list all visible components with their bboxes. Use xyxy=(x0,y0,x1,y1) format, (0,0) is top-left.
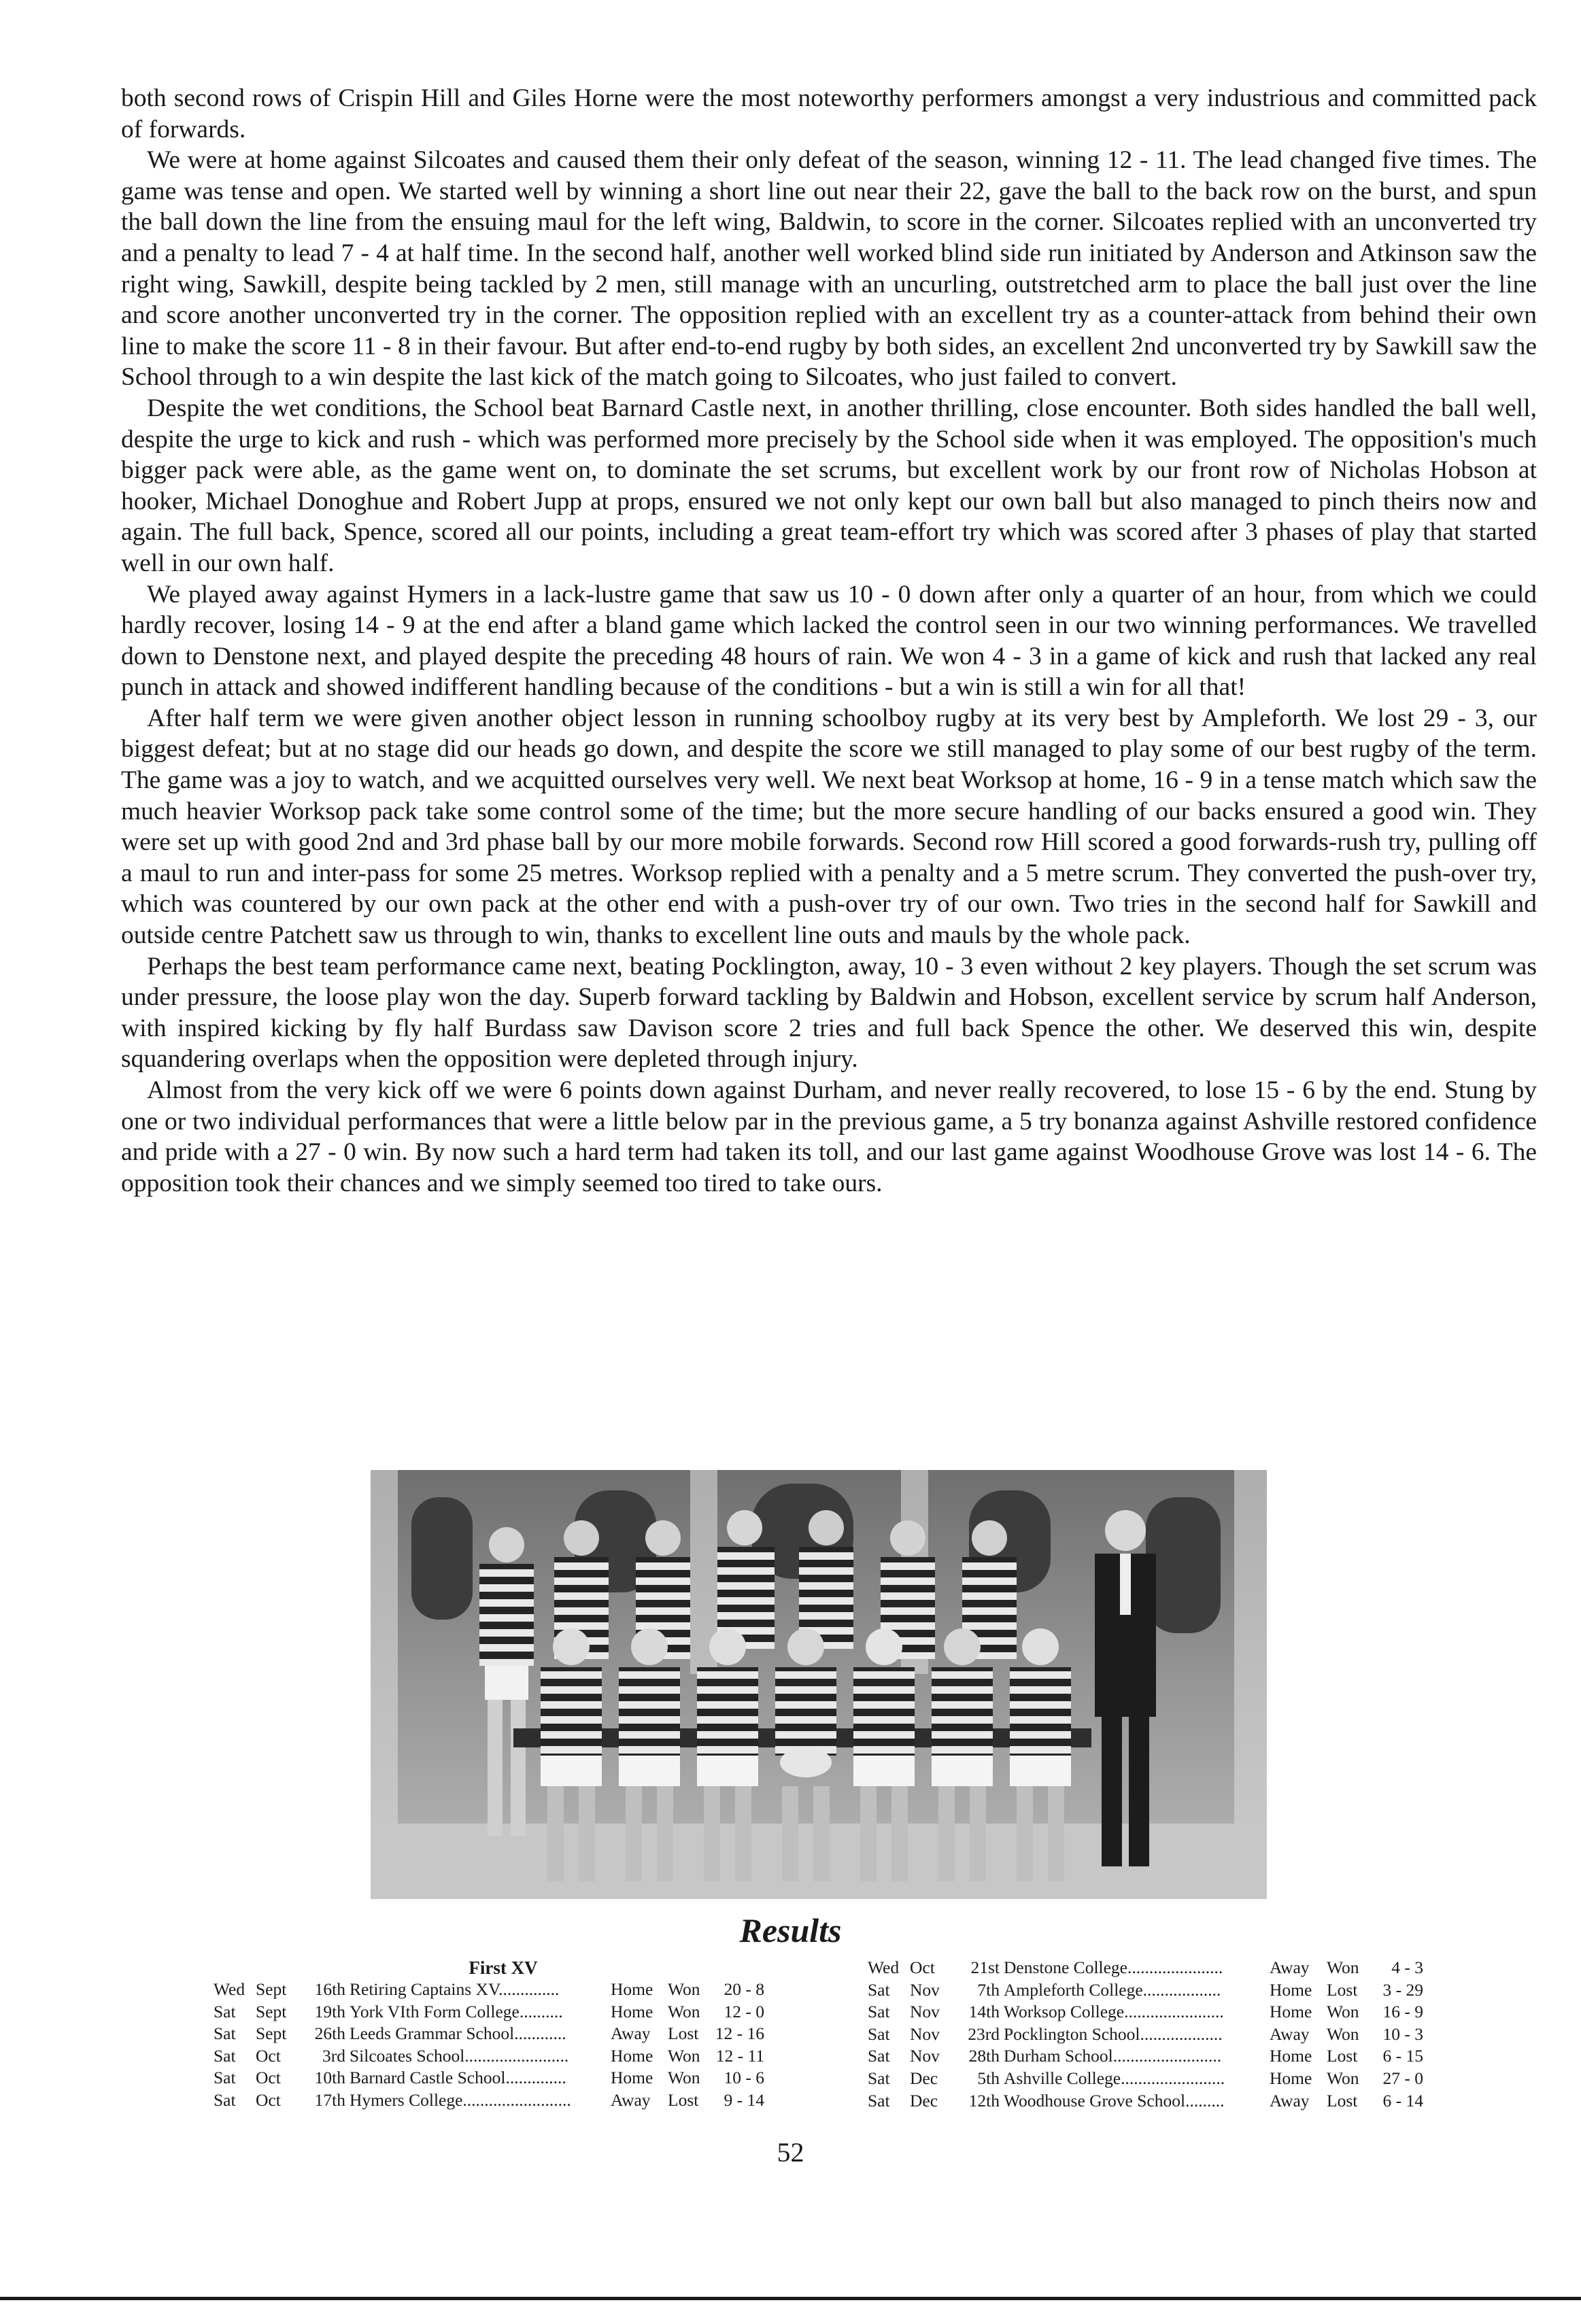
result-outcome: Lost xyxy=(668,2089,699,2110)
result-opponent: Retiring Captains XV.............. xyxy=(350,1979,560,1999)
result-score: 12 - 0 xyxy=(724,2001,764,2021)
result-row xyxy=(868,1979,1427,2002)
result-opponent: Barnard Castle School.............. xyxy=(350,2068,566,2088)
result-venue: Home xyxy=(611,2068,653,2088)
result-date: 10th xyxy=(314,2068,345,2088)
result-outcome: Won xyxy=(1327,2002,1359,2022)
result-venue: Away xyxy=(611,2089,651,2110)
result-outcome: Won xyxy=(668,2001,700,2021)
result-score: 6 - 15 xyxy=(1382,2046,1423,2066)
paragraph: Despite the wet conditions, the School beat Barnard Castle next, in another thrilling, close encounter. Both sides handled the ball well, despite the urge to kick and rush - which was performed more precisely by the School side when it was employed. The opposition's much bigger pack were able, as the game went on, to dominate the set scrums, but excellent work by our front row of Nicholas Hobson at hooker, Michael Donoghue and Robert Jupp at props, ensured we not only kept our own ball but also managed to pinch theirs now and again. The full back, Spence, scored all our points, including a great team-effort try which was scored after 3 phases of play that started well in our own half. xyxy=(121,394,1537,577)
results-table-right xyxy=(868,1957,1427,2112)
result-date: 23rd xyxy=(968,2023,1000,2044)
result-opponent: Worksop College....................... xyxy=(1004,2002,1224,2022)
paragraph: both second rows of Crispin Hill and Giles Horne were the most noteworthy performers amongst a very industrious and committed pack of forwards. xyxy=(121,84,1537,143)
result-row xyxy=(868,2023,1427,2046)
result-score: 20 - 8 xyxy=(724,1979,764,1999)
result-day: Wed xyxy=(214,1979,245,1999)
page-number: 52 xyxy=(777,2137,804,2168)
result-row xyxy=(214,2089,768,2112)
result-day: Sat xyxy=(868,2090,890,2111)
result-opponent: Ampleforth College.................. xyxy=(1004,1979,1221,2000)
result-day: Sat xyxy=(214,2068,236,2088)
result-opponent: Ashville College........................ xyxy=(1004,2068,1225,2088)
result-date: 19th xyxy=(314,2001,345,2021)
paragraph: After half term we were given another object lesson in running schoolboy rugby at its very best by Ampleforth. We lost 29 - 3, our biggest defeat; but at no stage did our heads go down, and despite the score we still managed to play some of our best rugby of the term. The game was a joy to watch, and we acquitted ourselves very well. We next beat Worksop at home, 16 - 9 in a tense match which saw the much heavier Worksop pack take some control some of the time; but the more secure handling of our backs ensured a good win. They were set up with good 2nd and 3rd phase ball by our more mobile forwards. Second row Hill scored a good forwards-rush try, pulling off a maul to run and inter-pass for some 25 metres. Worksop replied with a penalty and a 5 metre scrum. They converted the push-over try, which was countered by our own pack at the other end with a push-over try of our own. Two tries in the second half for Sawkill and outside centre Patchett saw us through to win, thanks to excellent line outs and mauls by the whole pack. xyxy=(121,704,1537,950)
result-day: Sat xyxy=(214,2089,236,2110)
result-month: Nov xyxy=(910,2023,940,2044)
result-opponent: York VIth Form College.......... xyxy=(350,2001,563,2021)
result-row xyxy=(868,1957,1427,1979)
result-date: 7th xyxy=(977,1979,1000,2000)
result-opponent: Hymers College......................... xyxy=(350,2089,571,2110)
article-body xyxy=(121,83,1537,1199)
result-row xyxy=(868,2045,1427,2068)
result-venue: Home xyxy=(1270,2046,1312,2066)
paragraph: We played away against Hymers in a lack-lustre game that saw us 10 - 0 down after only a quarter of an hour, from which we could hardly recover, losing 14 - 9 at the end after a bland game which lacked the control seen in our two winning performances. We travelled down to Denstone next, and played despite the preceding 48 hours of rain. We won 4 - 3 in a game of kick and rush that lacked any real punch in attack and showed indifferent handling because of the conditions - but a win is still a win for all that! xyxy=(121,580,1537,702)
paragraph: We were at home against Silcoates and caused them their only defeat of the season, winning 12 - 11. The lead changed five times. The game was tense and open. We started well by winning a short line out near their 22, gave the ball to the back row on the burst, and spun the ball down the line from the ensuing maul for the left wing, Baldwin, to score in the corner. Silcoates replied with an unconverted try and a penalty to lead 7 - 4 at half time. In the second half, another well worked blind side run initiated by Anderson and Atkinson saw the right wing, Sawkill, despite being tackled by 2 men, still manage with an uncurling, outstretched arm to place the ball just over the line and score another unconverted try in the corner. The opposition replied with an excellent try as a counter-attack from behind their own line to make the score 11 - 8 in their favour. But after end-to-end rugby by both sides, an excellent 2nd unconverted try by Sawkill saw the School through to a win despite the last kick of the match going to Silcoates, who just failed to convert. xyxy=(121,146,1537,392)
paragraph: Almost from the very kick off we were 6 points down against Durham, and never really recovered, to lose 15 - 6 by the end. Stung by one or two individual performances that were a little below par in the previous game, a 5 try bonanza against Ashville restored confidence and pride with a 27 - 0 win. By now such a hard term had taken its toll, and our last game against Woodhouse Grove was lost 14 - 6. The opposition took their chances and we simply seemed too tired to take ours. xyxy=(121,1076,1537,1197)
result-row xyxy=(214,2067,768,2089)
result-row xyxy=(214,2001,768,2023)
result-month: Nov xyxy=(910,2046,940,2066)
result-outcome: Lost xyxy=(1327,1979,1358,2000)
result-date: 16th xyxy=(314,1979,345,1999)
result-outcome: Won xyxy=(668,2068,700,2088)
result-outcome: Won xyxy=(668,1979,700,1999)
results-table-left xyxy=(214,1979,768,2112)
result-month: Dec xyxy=(910,2068,938,2088)
result-score: 6 - 14 xyxy=(1382,2090,1423,2111)
result-venue: Home xyxy=(1270,1979,1312,2000)
result-venue: Away xyxy=(1270,2090,1310,2111)
result-outcome: Won xyxy=(1327,2068,1359,2088)
result-outcome: Won xyxy=(1327,1958,1359,1977)
result-month: Oct xyxy=(256,2045,281,2066)
result-date: 21st xyxy=(970,1958,1000,1977)
result-opponent: Leeds Grammar School............ xyxy=(350,2023,566,2044)
result-score: 27 - 0 xyxy=(1382,2068,1423,2088)
result-opponent: Silcoates School........................ xyxy=(350,2045,569,2066)
result-score: 16 - 9 xyxy=(1382,2002,1423,2022)
result-row xyxy=(214,2023,768,2045)
result-day: Sat xyxy=(868,2023,890,2044)
result-venue: Home xyxy=(1270,2068,1312,2088)
result-date: 3rd xyxy=(322,2045,345,2066)
result-row xyxy=(214,2045,768,2068)
result-date: 17th xyxy=(314,2089,345,2110)
result-date: 26th xyxy=(314,2023,345,2044)
result-opponent: Denstone College...................... xyxy=(1004,1958,1223,1977)
result-row xyxy=(868,2001,1427,2023)
result-day: Sat xyxy=(868,2046,890,2066)
result-venue: Away xyxy=(1270,2023,1310,2044)
result-day: Sat xyxy=(214,2023,236,2044)
result-row xyxy=(868,2068,1427,2090)
result-day: Wed xyxy=(868,1958,900,1977)
result-score: 4 - 3 xyxy=(1391,1958,1423,1977)
footer-rule xyxy=(0,2297,1581,2300)
result-score: 10 - 6 xyxy=(724,2068,764,2088)
result-day: Sat xyxy=(214,2045,236,2066)
first-xv-label: First XV xyxy=(469,1958,538,1978)
result-day: Sat xyxy=(868,2068,890,2088)
result-venue: Away xyxy=(611,2023,651,2044)
result-month: Nov xyxy=(910,2002,940,2022)
results-heading: Results xyxy=(739,1911,842,1949)
result-outcome: Won xyxy=(668,2045,700,2066)
result-venue: Home xyxy=(1270,2002,1312,2022)
result-outcome: Lost xyxy=(668,2023,699,2044)
team-photo xyxy=(371,1470,1267,1899)
result-venue: Home xyxy=(611,2045,653,2066)
result-month: Sept xyxy=(256,2001,287,2021)
result-score: 12 - 11 xyxy=(715,2045,764,2066)
result-outcome: Lost xyxy=(1327,2046,1358,2066)
result-month: Nov xyxy=(910,1979,940,2000)
result-score: 12 - 16 xyxy=(715,2023,764,2044)
result-month: Sept xyxy=(256,2023,287,2044)
result-month: Oct xyxy=(256,2068,281,2088)
result-month: Dec xyxy=(910,2090,938,2111)
paragraph: Perhaps the best team performance came next, beating Pocklington, away, 10 - 3 even without 2 key players. Though the set scrum was under pressure, the loose play won the day. Superb forward tackling by Baldwin and Hobson, excellent service by scrum half Anderson, with inspired kicking by fly half Burdass saw Davison score 2 tries and full back Spence the other. We deserved this win, despite squandering overlaps when the opposition were depleted through injury. xyxy=(121,952,1537,1074)
result-venue: Home xyxy=(611,1979,653,1999)
result-date: 14th xyxy=(968,2002,1000,2022)
result-row xyxy=(214,1979,768,2001)
result-venue: Home xyxy=(611,2001,653,2021)
result-opponent: Durham School......................... xyxy=(1004,2046,1222,2066)
result-opponent: Pocklington School................... xyxy=(1004,2023,1223,2044)
result-venue: Away xyxy=(1270,1958,1310,1977)
result-date: 5th xyxy=(977,2068,1000,2088)
result-month: Sept xyxy=(256,1979,287,1999)
result-date: 28th xyxy=(968,2046,1000,2066)
result-day: Sat xyxy=(868,2002,890,2022)
result-outcome: Won xyxy=(1327,2023,1359,2044)
result-row xyxy=(868,2090,1427,2113)
result-month: Oct xyxy=(910,1958,935,1977)
result-score: 9 - 14 xyxy=(724,2089,764,2110)
result-date: 12th xyxy=(968,2090,1000,2111)
result-outcome: Lost xyxy=(1327,2090,1358,2111)
result-day: Sat xyxy=(214,2001,236,2021)
result-score: 3 - 29 xyxy=(1382,1979,1423,2000)
result-score: 10 - 3 xyxy=(1382,2023,1423,2044)
result-day: Sat xyxy=(868,1979,890,2000)
result-opponent: Woodhouse Grove School......... xyxy=(1004,2090,1225,2111)
result-month: Oct xyxy=(256,2089,281,2110)
